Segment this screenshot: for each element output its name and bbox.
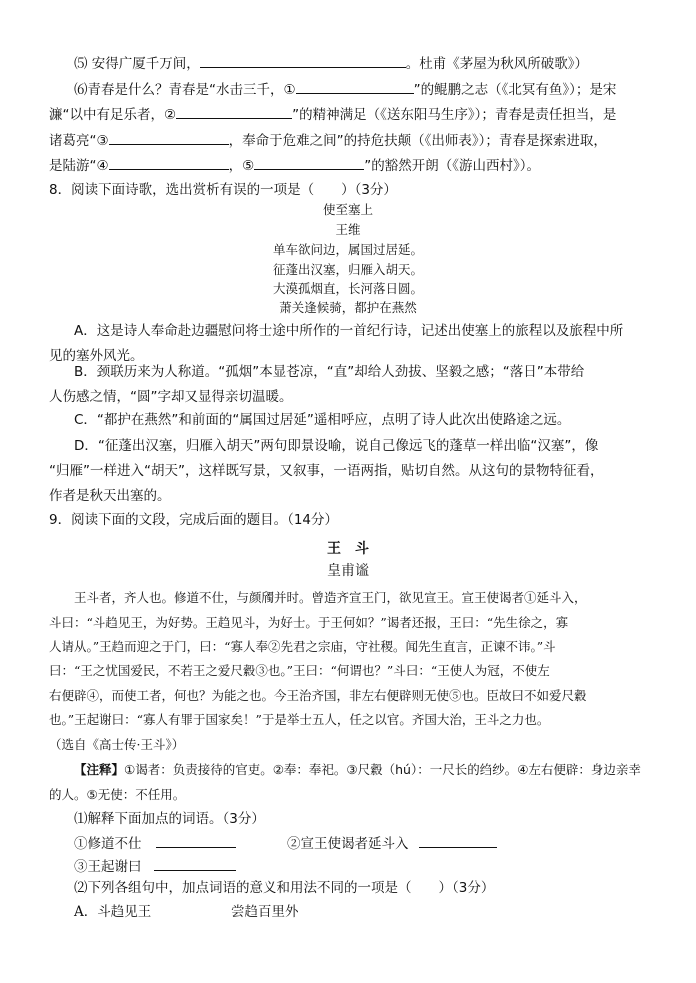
poem-line: 大漠孤烟直，长河落日圆。 (272, 281, 423, 296)
sub1-item-c: ③王起谢曰 (74, 856, 236, 877)
option-a[interactable]: A．这是诗人奉命赴边疆慰问将士途中所作的一首纪行诗，记述出使塞上的旅程以及旅程中所 (74, 323, 624, 339)
poem-line: 萧关逢候骑，都护在燕然 (279, 300, 417, 315)
notes-tag: 【注释】 (74, 762, 125, 777)
fill-item-6-line1: ⑹青春是什么？青春是“水击三千，① ”的鲲鹏之志（《北冥有鱼》）；是宋 (74, 79, 616, 100)
poem-title: 使至塞上 (322, 202, 373, 217)
option-d-cont: 作者是秋天出塞的。 (49, 488, 171, 504)
sub1-item-a: ①修道不仕 (74, 833, 236, 854)
fill-item-6-line2: 濂“以中有足乐者，② ”的精神满足（《送东阳马生序》）；青春是责任担当，是 (49, 104, 616, 125)
sub2-option-a-left[interactable]: A．斗趋见王 (74, 904, 152, 920)
notes-line: 【注释】①谒者：负责接待的官吏。②奉：奉祀。③尺縠（hú）：一尺长的绉纱。④左右便辟：身边亲幸 (74, 762, 641, 777)
sub2-option-a-right: 尝趋百里外 (231, 904, 299, 920)
option-b[interactable]: B．颈联历来为人称道。“孤烟”本显苍凉，“直”却给人劲拔、坚毅之感；“落日”本带给 (74, 364, 585, 380)
option-a-cont: 见的塞外风光。 (49, 348, 144, 364)
passage-title: 王 斗 (327, 541, 369, 557)
answer-blank[interactable] (296, 79, 414, 94)
answer-blank[interactable] (254, 155, 364, 170)
sub-question-1: ⑴解释下面加点的词语。（3分） (74, 811, 265, 827)
passage-line: 斗曰：“斗趋见王，为好势。王趋见斗，为好士。于王何如？”谒者还报，王曰：“先生徐之，寡 (49, 615, 569, 630)
passage-line: 右便辟④，而使工者，何也？为能之也。今王治齐国，非左右便辟则无使⑤也。臣故曰不如爱尺縠 (49, 688, 587, 703)
passage-line: 人请从。”王趋而迎之于门，曰：“寡人奉②先君之宗庙，守社稷。闻先生直言，正谏不讳。”斗 (49, 639, 556, 654)
question-8-stem: 8．阅读下面诗歌，选出赏析有误的一项是（ ）（3分） (49, 182, 397, 198)
answer-blank[interactable] (200, 53, 406, 68)
passage-line: 也。”王起谢曰：“寡人有罪于国家矣！”于是举士五人，任之以官。齐国大治，王斗之力也。 (49, 712, 550, 727)
option-d[interactable]: D．“征蓬出汉塞，归雁入胡天”两句即景设喻，说自己像远飞的蓬草一样出临“汉塞”，像 (74, 438, 599, 454)
option-b-cont: 人伤感之情，“圆”字却又显得亲切温暖。 (49, 389, 293, 405)
sub1-item-b: ②宣王使谒者延斗入 (287, 833, 497, 854)
poem-author: 王维 (335, 222, 361, 237)
passage-source: （选自《高士传·王斗》） (49, 737, 185, 752)
question-9-stem: 9．阅读下面的文段，完成后面的题目。（14分） (49, 512, 339, 528)
answer-blank[interactable] (109, 130, 229, 145)
answer-blank[interactable] (109, 155, 229, 170)
passage-line: 曰：“王之忧国爱民，不若王之爱尺縠③也。”王曰：“何谓也？”斗曰：“王使人为冠，不使左 (49, 663, 550, 678)
option-d-cont: “归雁”一样进入“胡天”，这样既写景，又叙事，一语两指，贴切自然。从这句的景物特征看， (49, 463, 604, 479)
option-c[interactable]: C．“都护在燕然”和前面的“属国过居延”遥相呼应，点明了诗人此次出使路途之远。 (74, 412, 571, 428)
notes-line-cont: 的人。⑤无使：不任用。 (49, 787, 186, 802)
sub-question-2: ⑵下列各组句中，加点词语的意义和用法不同的一项是（ ）（3分） (74, 880, 495, 896)
passage-author: 皇甫谧 (327, 563, 369, 579)
answer-blank[interactable] (419, 833, 497, 848)
answer-blank[interactable] (176, 104, 292, 119)
poem-line: 单车欲问边，属国过居延。 (272, 242, 423, 257)
poem-line: 征蓬出汉塞，归雁入胡天。 (272, 262, 423, 277)
fill-item-6-line3: 诸葛亮“③ ，奉命于危难之间”的持危扶颠（《出师表》）；青春是探索进取， (49, 130, 607, 151)
passage-line: 王斗者，齐人也。修道不仕，与颜斶并时。曾造齐宣王门，欲见宣王。宣王使谒者①延斗入， (74, 590, 587, 605)
fill-item-5: ⑸ 安得广厦千万间， 。杜甫《茅屋为秋风所破歌》） (74, 53, 588, 74)
fill-item-6-line4: 是陆游“④ ，⑤ ”的豁然开朗（《游山西村》）。 (49, 155, 540, 176)
answer-blank[interactable] (156, 833, 236, 848)
answer-blank[interactable] (154, 856, 236, 871)
